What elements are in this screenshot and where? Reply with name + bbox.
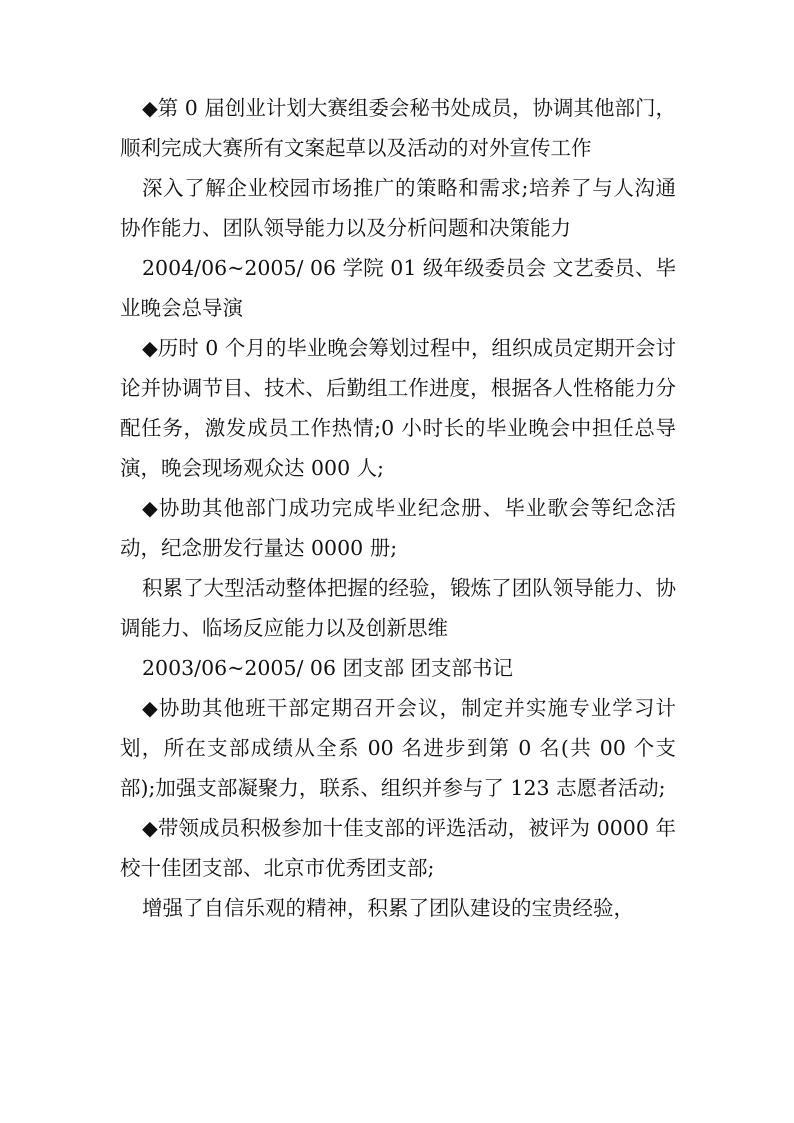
paragraph-commemorative-activities: ◆协助其他部门成功完成毕业纪念册、毕业歌会等纪念活动，纪念册发行量达 0000 册;	[120, 496, 676, 560]
paragraph-competition-outcome: 深入了解企业校园市场推广的策略和需求;培养了与人沟通协作能力、团队领导能力以及分析问题和决策能力	[120, 176, 676, 240]
paragraph-gala-outcome: 积累了大型活动整体把握的经验，锻炼了团队领导能力、协调能力、临场反应能力以及创新思维	[120, 576, 676, 640]
paragraph-role-league-branch: 2003/06~2005/ 06 团支部 团支部书记	[142, 656, 514, 680]
paragraph-branch-meetings: ◆协助其他班干部定期召开会议，制定并实施专业学习计划，所在支部成绩从全系 00 名进步到第 0 名(共 00 个支部);加强支部凝聚力，联系、组织并参与了 123 志愿者活动;	[120, 696, 676, 800]
paragraph-branch-award: ◆带领成员积极参加十佳支部的评选活动，被评为 0000 年校十佳团支部、北京市优秀团支部;	[120, 816, 676, 880]
paragraph-role-class-committee: 2004/06~2005/ 06 学院 01 级年级委员会 文艺委员、毕业晚会总导演	[120, 256, 676, 320]
paragraph-graduation-gala: ◆历时 0 个月的毕业晚会筹划过程中，组织成员定期开会讨论并协调节目、技术、后勤组工作进度，根据各人性格能力分配任务，激发成员工作热情;0 小时长的毕业晚会中担任总导演，晚会现场观众达 000 人;	[120, 336, 676, 480]
document-body	[120, 88, 676, 928]
paragraph-branch-outcome: 增强了自信乐观的精神，积累了团队建设的宝贵经验，	[142, 896, 634, 920]
paragraph-competition-secretariat: ◆第 0 届创业计划大赛组委会秘书处成员，协调其他部门，顺利完成大赛所有文案起草以及活动的对外宣传工作	[120, 96, 676, 160]
